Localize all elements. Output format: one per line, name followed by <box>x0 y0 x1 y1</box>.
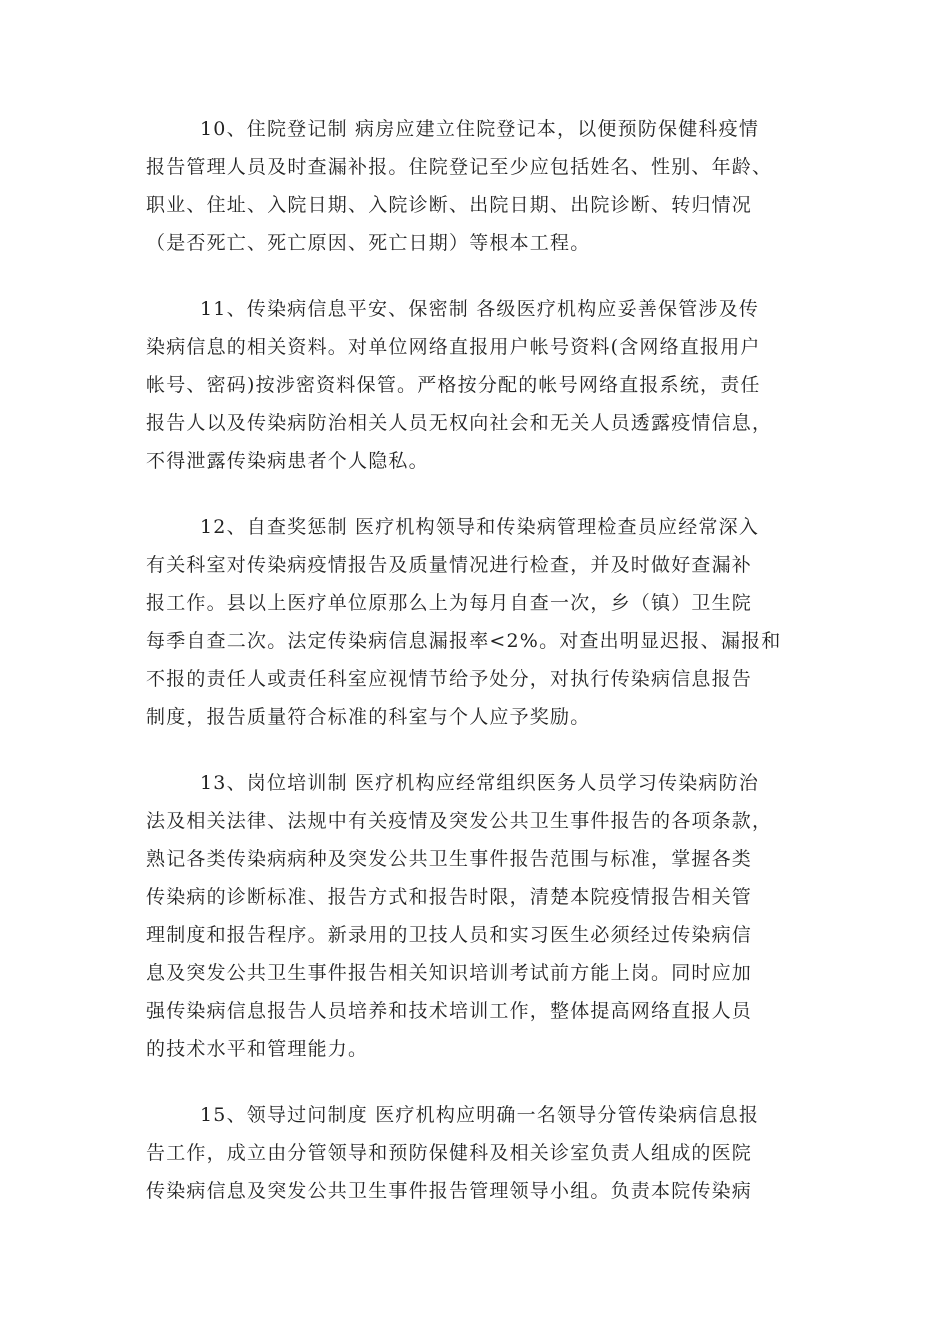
paragraph-leadership-oversight <box>146 1096 812 1210</box>
paragraph-line: 理制度和报告程序。新录用的卫技人员和实习医生必须经过传染病信 <box>146 924 753 946</box>
paragraph-line: 的技术水平和管理能力。 <box>146 1038 369 1060</box>
paragraph-line: 制度，报告质量符合标准的科室与个人应予奖励。 <box>146 706 591 728</box>
paragraph-line: 不报的责任人或责任科室应视情节给予处分，对执行传染病信息报告 <box>146 668 753 690</box>
paragraph-line: 报工作。县以上医疗单位原那么上为每月自查一次，乡（镇）卫生院 <box>146 592 753 614</box>
paragraph-job-training <box>146 764 812 1068</box>
paragraph-line: 强传染病信息报告人员培养和技术培训工作，整体提高网络直报人员 <box>146 1000 753 1022</box>
paragraph-line: 传染病的诊断标准、报告方式和报告时限，清楚本院疫情报告相关管 <box>146 886 753 908</box>
paragraph-line: 职业、住址、入院日期、入院诊断、出院日期、出院诊断、转归情况 <box>146 194 753 216</box>
paragraph-line: 报告人以及传染病防治相关人员无权向社会和无关人员透露疫情信息， <box>146 412 773 434</box>
paragraph-info-security <box>146 290 812 480</box>
paragraph-line: 15、领导过问制度 医疗机构应明确一名领导分管传染病信息报 <box>200 1104 760 1126</box>
paragraph-line: 告工作，成立由分管领导和预防保健科及相关诊室负责人组成的医院 <box>146 1142 753 1164</box>
paragraph-line: 传染病信息及突发公共卫生事件报告管理领导小组。负责本院传染病 <box>146 1180 753 1202</box>
paragraph-line: 有关科室对传染病疫情报告及质量情况进行检查，并及时做好查漏补 <box>146 554 753 576</box>
paragraph-line: 报告管理人员及时查漏补报。住院登记至少应包括姓名、性别、年龄、 <box>146 156 773 178</box>
paragraph-line: 10、住院登记制 病房应建立住院登记本，以便预防保健科疫情 <box>200 118 760 140</box>
paragraph-line: （是否死亡、死亡原因、死亡日期）等根本工程。 <box>146 232 591 254</box>
paragraph-line: 熟记各类传染病病种及突发公共卫生事件报告范围与标准，掌握各类 <box>146 848 753 870</box>
paragraph-line: 不得泄露传染病患者个人隐私。 <box>146 450 429 472</box>
paragraph-self-inspection <box>146 508 812 736</box>
paragraph-line: 12、自查奖惩制 医疗机构领导和传染病管理检查员应经常深入 <box>200 516 760 538</box>
paragraph-line: 帐号、密码)按涉密资料保管。严格按分配的帐号网络直报系统，责任 <box>146 374 761 396</box>
paragraph-inpatient-registration <box>146 110 812 262</box>
paragraph-line: 法及相关法律、法规中有关疫情及突发公共卫生事件报告的各项条款， <box>146 810 773 832</box>
paragraph-line: 11、传染病信息平安、保密制 各级医疗机构应妥善保管涉及传 <box>200 298 760 320</box>
paragraph-line: 13、岗位培训制 医疗机构应经常组织医务人员学习传染病防治 <box>200 772 760 794</box>
paragraph-line: 染病信息的相关资料。对单位网络直报用户帐号资料(含网络直报用户 <box>146 336 761 358</box>
paragraph-line: 每季自查二次。法定传染病信息漏报率<2%。对查出明显迟报、漏报和 <box>146 630 782 652</box>
document-body <box>146 110 812 1238</box>
paragraph-line: 息及突发公共卫生事件报告相关知识培训考试前方能上岗。同时应加 <box>146 962 753 984</box>
